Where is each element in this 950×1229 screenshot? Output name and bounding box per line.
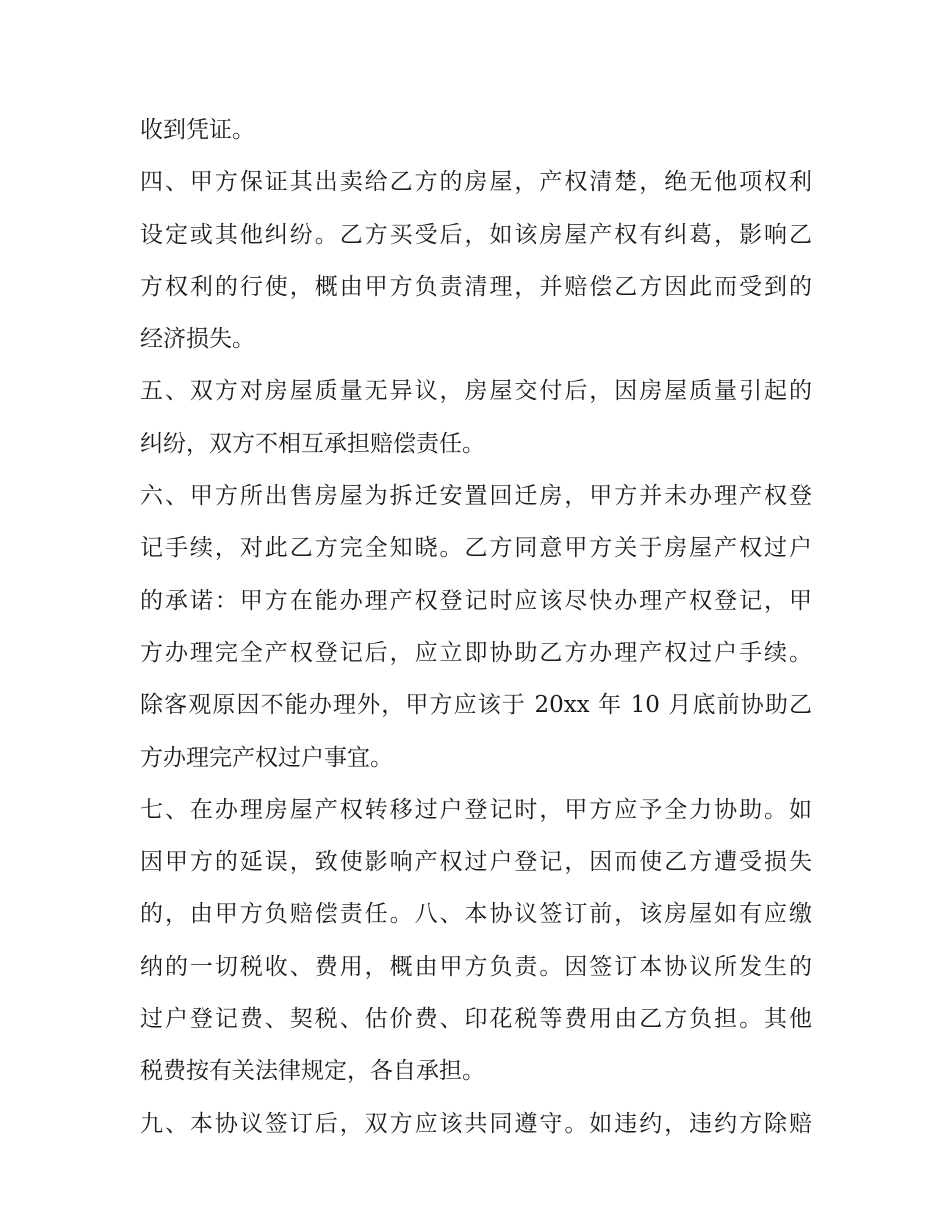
text-line: 九、本协议签订后，双方应该共同遵守。如违约，违约方除赔 xyxy=(140,1110,812,1137)
text-line: 方办理完全产权登记后，应立即协助乙方办理产权过户手续。 xyxy=(140,639,812,666)
text-line: 因甲方的延误，致使影响产权过户登记，因而使乙方遭受损失 xyxy=(140,849,812,876)
document-body xyxy=(140,104,812,1150)
text-line: 纳的一切税收、费用，概由甲方负责。因签订本协议所发生的 xyxy=(140,953,812,980)
text-line: 的，由甲方负赔偿责任。八、本协议签订前，该房屋如有应缴 xyxy=(140,901,812,928)
text-line: 记手续，对此乙方完全知晓。乙方同意甲方关于房屋产权过户 xyxy=(140,535,812,562)
text-line: 过户登记费、契税、估价费、印花税等费用由乙方负担。其他 xyxy=(140,1006,812,1033)
text-line: 的承诺：甲方在能办理产权登记时应该尽快办理产权登记，甲 xyxy=(140,587,812,614)
text-line: 七、在办理房屋产权转移过户登记时，甲方应予全力协助。如 xyxy=(140,796,812,823)
text-line: 纠纷，双方不相互承担赔偿责任。 xyxy=(140,430,485,457)
text-line: 方办理完产权过户事宜。 xyxy=(140,744,393,771)
text-line: 方权利的行使，概由甲方负责清理，并赔偿乙方因此而受到的 xyxy=(140,273,812,300)
text-line: 五、双方对房屋质量无异议，房屋交付后，因房屋质量引起的 xyxy=(140,378,812,405)
text-line: 六、甲方所出售房屋为拆迁安置回迁房，甲方并未办理产权登 xyxy=(140,483,812,510)
text-line: 设定或其他纠纷。乙方买受后，如该房屋产权有纠葛，影响乙 xyxy=(140,221,812,248)
text-line: 收到凭证。 xyxy=(140,117,255,143)
text-line: 经济损失。 xyxy=(140,326,255,353)
text-line: 除客观原因不能办理外，甲方应该于 20xx 年 10 月底前协助乙 xyxy=(140,692,812,719)
text-line: 税费按有关法律规定，各自承担。 xyxy=(140,1058,485,1085)
text-line: 四、甲方保证其出卖给乙方的房屋，产权清楚，绝无他项权利 xyxy=(140,169,812,196)
